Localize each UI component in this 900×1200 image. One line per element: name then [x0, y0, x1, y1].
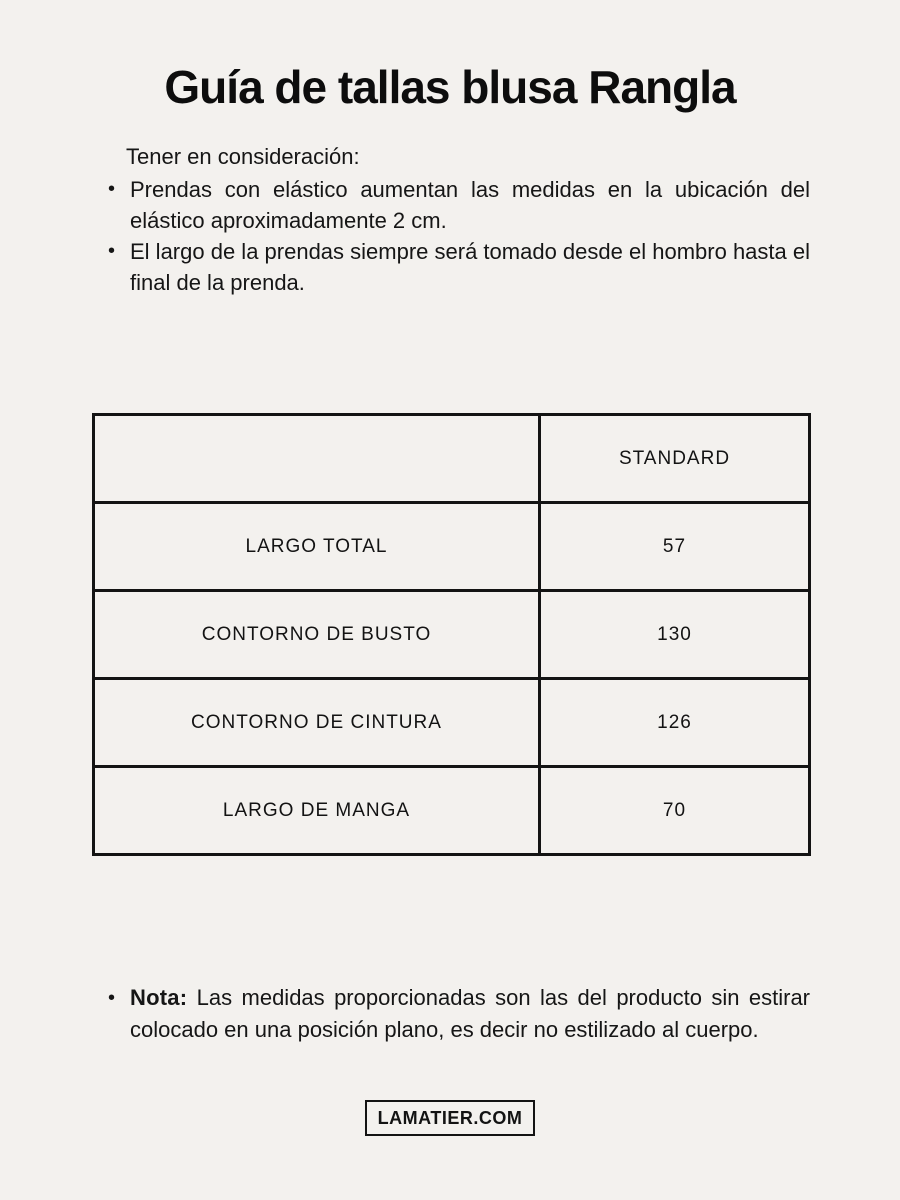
- measure-label: LARGO TOTAL: [94, 503, 540, 591]
- table-header-row: [94, 415, 810, 503]
- list-item: [108, 982, 810, 1046]
- header-standard-cell: STANDARD: [540, 415, 810, 503]
- consideration-text: Prendas con elástico aumentan las medidas en la ubicación del elástico aproximadamente 2 cm.: [130, 177, 810, 233]
- size-table: [92, 413, 811, 856]
- measure-value: 70: [540, 767, 810, 855]
- measure-value: 126: [540, 679, 810, 767]
- measure-value: 130: [540, 591, 810, 679]
- bullet-icon: •: [108, 240, 116, 262]
- note-body: Las medidas proporcionadas son las del producto sin estirar colocado en una posición plano, es decir no estilizado al cuerpo.: [130, 985, 810, 1042]
- table-row: [94, 591, 810, 679]
- measure-label: CONTORNO DE CINTURA: [94, 679, 540, 767]
- note-label: Nota:: [130, 985, 188, 1010]
- considerations-heading: Tener en consideración:: [126, 144, 360, 169]
- measure-value: 57: [540, 503, 810, 591]
- considerations-section: [108, 141, 810, 298]
- measure-label: LARGO DE MANGA: [94, 767, 540, 855]
- table-row: [94, 767, 810, 855]
- bullet-icon: •: [108, 178, 116, 200]
- note-text: [130, 982, 810, 1046]
- consideration-text: El largo de la prendas siempre será tomado desde el hombro hasta el final de la prenda.: [130, 239, 810, 295]
- brand-logo: LAMATIER.COM: [365, 1100, 536, 1136]
- list-item: [108, 174, 810, 236]
- page-title: Guía de tallas blusa Rangla: [164, 61, 736, 113]
- table-row: [94, 503, 810, 591]
- bullet-icon: •: [108, 987, 116, 1009]
- table-row: [94, 679, 810, 767]
- list-item: [108, 236, 810, 298]
- header-empty-cell: [94, 415, 540, 503]
- measure-label: CONTORNO DE BUSTO: [94, 591, 540, 679]
- note-section: [108, 982, 810, 1046]
- footer: [0, 1100, 900, 1136]
